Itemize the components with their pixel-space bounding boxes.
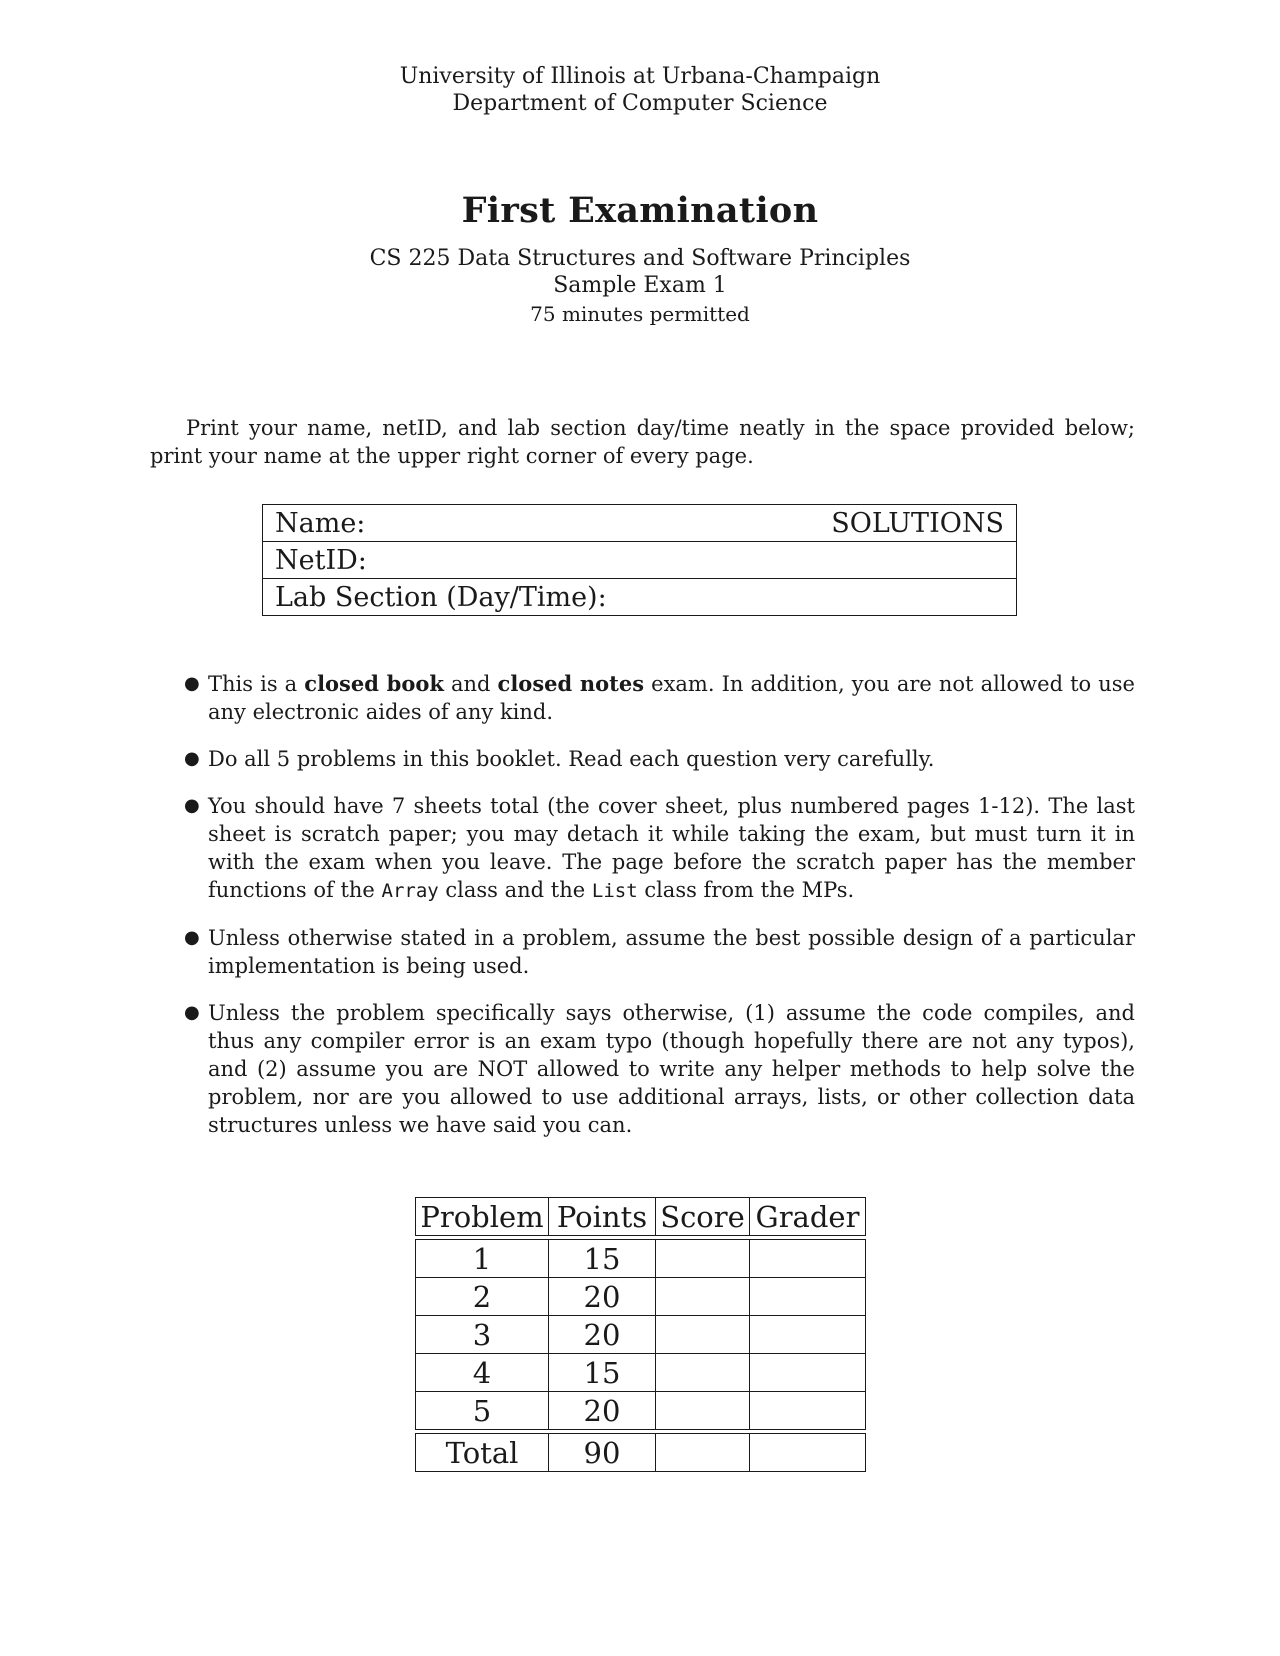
instruction-item xyxy=(180,745,1135,773)
score-cell[interactable] xyxy=(655,1353,749,1391)
list-code: List xyxy=(591,880,638,902)
department-name: Department of Computer Science xyxy=(452,91,828,116)
instruction-text: class from the MPs. xyxy=(637,878,855,902)
table-row xyxy=(415,1391,866,1430)
instruction-text: exam. In addition, you are not allowed to use any electronic aides of any kind. xyxy=(208,672,1135,724)
instruction-text: class and the xyxy=(438,878,592,902)
lab-section-cell[interactable] xyxy=(263,579,1017,616)
header-score: Score xyxy=(655,1197,749,1236)
name-label: Name: xyxy=(275,507,366,539)
score-table xyxy=(415,1197,866,1472)
problem-points: 20 xyxy=(548,1277,655,1315)
problem-number: 5 xyxy=(415,1391,548,1430)
problem-number: 2 xyxy=(415,1277,548,1315)
bullet-icon: ● xyxy=(184,673,200,694)
bullet-icon: ● xyxy=(184,1002,200,1023)
intro-paragraph: Print your name, netID, and lab section day/time neatly in the space provided below; print your name at the upper right corner of every page. xyxy=(150,416,1135,468)
grader-cell[interactable] xyxy=(749,1277,866,1315)
instruction-item xyxy=(180,999,1135,1139)
score-cell[interactable] xyxy=(655,1277,749,1315)
instruction-text: Unless the problem specifically says otherwise, (1) assume the code compiles, and thus any compiler error is an exam typo (though hopefully there are not any typos), and (2) assume you are NOT allowed to write any helper methods to help solve the problem, nor are you allowed to use additional arrays, lists, or other collection data structures unless we have said you can. xyxy=(208,1001,1135,1137)
name-cell[interactable] xyxy=(263,505,1017,542)
problem-points: 20 xyxy=(548,1391,655,1430)
instruction-text: This is a xyxy=(208,672,305,696)
identification-table xyxy=(262,504,1017,616)
score-cell[interactable] xyxy=(655,1239,749,1277)
array-code: Array xyxy=(381,880,439,902)
problem-points: 15 xyxy=(548,1353,655,1391)
problem-number: 1 xyxy=(415,1239,548,1277)
closed-book-emphasis: closed book xyxy=(304,671,444,696)
instruction-item xyxy=(180,792,1135,905)
page-title: First Examination xyxy=(461,190,819,231)
total-row xyxy=(415,1433,866,1472)
table-row xyxy=(415,1315,866,1353)
name-row xyxy=(263,505,1017,542)
netid-label: NetID: xyxy=(275,544,367,576)
header-problem: Problem xyxy=(415,1197,548,1236)
problem-points: 20 xyxy=(548,1315,655,1353)
total-grader-cell[interactable] xyxy=(749,1433,866,1472)
header-grader: Grader xyxy=(749,1197,866,1236)
header-points: Points xyxy=(548,1197,655,1236)
instructions-list xyxy=(180,670,1135,1158)
bullet-icon: ● xyxy=(184,927,200,948)
grader-cell[interactable] xyxy=(749,1315,866,1353)
exam-name: Sample Exam 1 xyxy=(553,273,727,298)
grader-cell[interactable] xyxy=(749,1391,866,1430)
instruction-text: and xyxy=(443,672,498,696)
total-score-cell[interactable] xyxy=(655,1433,749,1472)
table-row xyxy=(415,1277,866,1315)
name-value: SOLUTIONS xyxy=(831,507,1004,539)
grader-cell[interactable] xyxy=(749,1353,866,1391)
instruction-item xyxy=(180,670,1135,726)
total-points: 90 xyxy=(548,1433,655,1472)
total-label: Total xyxy=(415,1433,548,1472)
netid-cell[interactable] xyxy=(263,542,1017,579)
time-limit: 75 minutes permitted xyxy=(530,302,750,326)
university-name: University of Illinois at Urbana-Champaign xyxy=(399,64,881,89)
instruction-item xyxy=(180,924,1135,980)
score-cell[interactable] xyxy=(655,1391,749,1430)
problem-number: 3 xyxy=(415,1315,548,1353)
table-row xyxy=(415,1239,866,1277)
score-cell[interactable] xyxy=(655,1315,749,1353)
score-table-header xyxy=(415,1197,866,1236)
lab-section-row xyxy=(263,579,1017,616)
bullet-icon: ● xyxy=(184,748,200,769)
table-row xyxy=(415,1353,866,1391)
grader-cell[interactable] xyxy=(749,1239,866,1277)
bullet-icon: ● xyxy=(184,795,200,816)
netid-row xyxy=(263,542,1017,579)
closed-notes-emphasis: closed notes xyxy=(497,671,645,696)
lab-section-label: Lab Section (Day/Time): xyxy=(275,581,607,613)
instruction-text: Unless otherwise stated in a problem, assume the best possible design of a particular implementation is being used. xyxy=(208,926,1135,978)
problem-number: 4 xyxy=(415,1353,548,1391)
problem-points: 15 xyxy=(548,1239,655,1277)
instruction-text: Do all 5 problems in this booklet. Read each question very carefully. xyxy=(208,747,935,771)
instruction-text: You should have 7 sheets total (the cover sheet, plus numbered pages 1-12). The last sheet is scratch paper; you may detach it while taking the exam, but must turn it in with the exam when you leave. The page before the scratch paper has the member functions of the xyxy=(208,794,1135,902)
course-name: CS 225 Data Structures and Software Principles xyxy=(369,246,911,271)
